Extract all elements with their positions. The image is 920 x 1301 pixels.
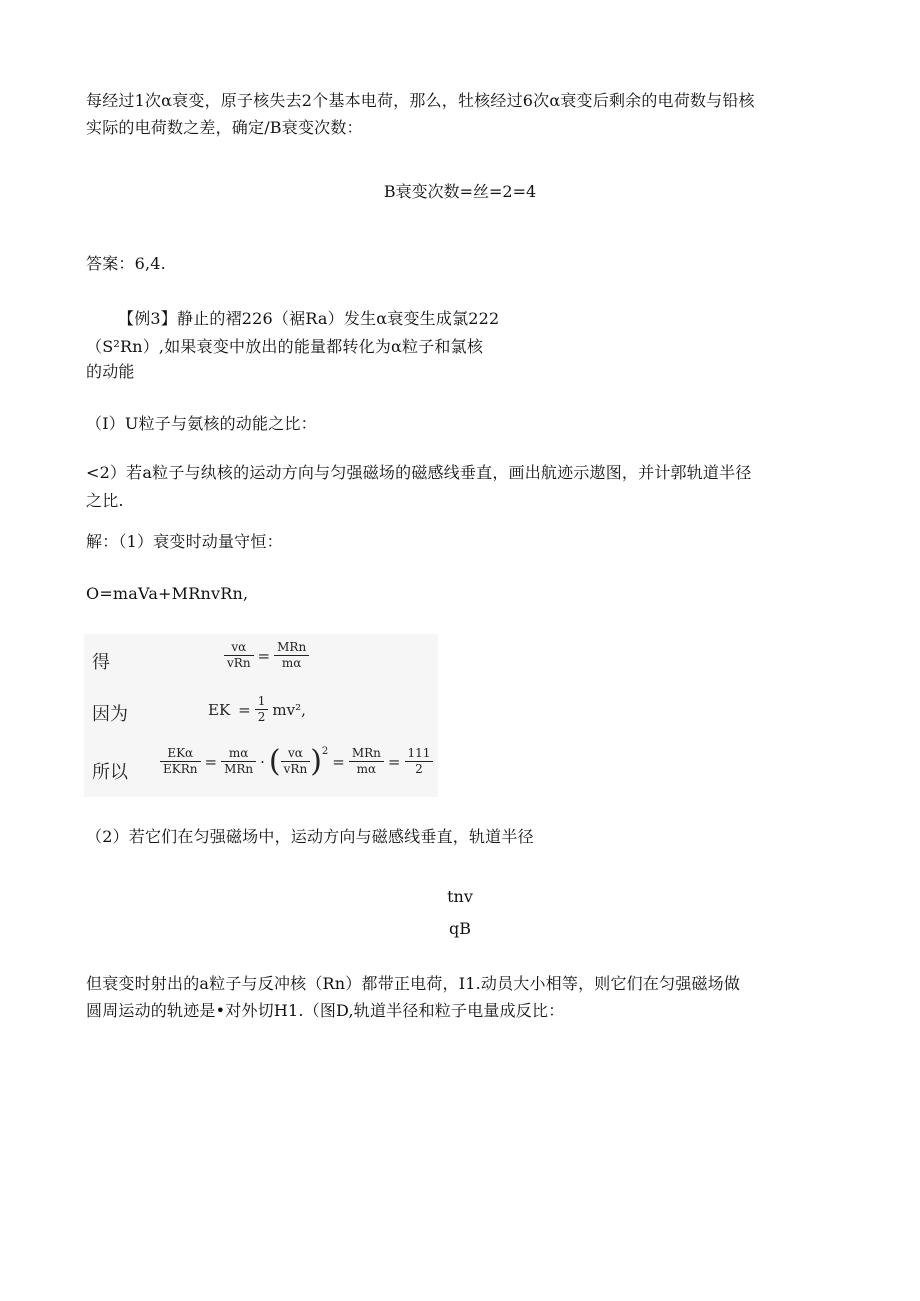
formula-row-1: $\frac{v\alpha}{\text{vRn}}$ = $\frac{\text{MRn}}{m\alpha}$ xyxy=(224,640,309,671)
frac-num: vα xyxy=(281,746,311,762)
formula-label: 得 xyxy=(92,652,110,673)
frac-num: 1 xyxy=(255,694,269,710)
paragraph-line: 实际的电荷数之差，确定/B衰变次数： xyxy=(86,118,363,137)
frac-den: vRn xyxy=(227,656,251,670)
formula-row-3: $\frac{\text{EKα}}{\text{EKRn}}$ = $\frac{m\alpha}{\text{MRn}}$ · ( $\frac{v\alpha}{\text{vRn}}$ )$^2$= $\frac{\text{MRn}}{m\alpha}$ = $\frac{111}{2}$ xyxy=(160,746,433,777)
frac-den: MRn xyxy=(224,762,254,776)
centered-equation: B衰变次数=丝=2=4 xyxy=(383,182,537,201)
formula-image xyxy=(84,634,438,797)
formula-label: 因为 xyxy=(92,704,128,725)
fraction-denominator: qB xyxy=(449,919,471,938)
frac-den: mα xyxy=(356,762,377,776)
frac-den: EKRn xyxy=(163,762,198,776)
formula-label: 所以 xyxy=(92,762,128,783)
paragraph-line: 圆周运动的轨迹是•对外切H1.（图D,轨道半径和粒子电量成反比： xyxy=(86,1001,565,1020)
paragraph-line: （S²Rn）,如果衰变中放出的能量都转化为α粒子和氯核 xyxy=(86,337,484,356)
solution-line: （2）若它们在匀强磁场中，运动方向与磁感线垂直，轨道半径 xyxy=(86,827,534,846)
frac-num: 111 xyxy=(405,746,434,762)
question-line: <2）若a粒子与纨核的运动方向与匀强磁场的磁感线垂直，画出航迹示遨图，并计郭轨道半径 xyxy=(86,463,752,482)
fraction-numerator: tnv xyxy=(447,887,473,906)
formula-term: EK xyxy=(208,700,231,719)
answer-line: 答案：6,4. xyxy=(86,254,166,273)
equation-line: O=maVa+MRnvRn, xyxy=(86,584,249,603)
frac-num: mα xyxy=(221,746,256,762)
frac-den: vRn xyxy=(283,762,308,776)
formula-term: mv², xyxy=(272,700,306,719)
frac-den: 2 xyxy=(415,762,423,776)
frac-num: MRn xyxy=(274,640,309,656)
formula-row-2: EK = $\frac{1}{2}$ mv², xyxy=(208,694,306,724)
paragraph-line: 的动能 xyxy=(86,362,135,381)
frac-num: EKα xyxy=(160,746,201,762)
paragraph-line: 每经过1次α衰变，原子核失去2个基本电荷，那么，牡核经过6次α衰变后剩余的电荷数与铅核 xyxy=(86,91,755,110)
question-line: （I）U粒子与氨核的动能之比： xyxy=(86,414,317,433)
frac-num: MRn xyxy=(349,746,384,762)
frac-den: mα xyxy=(281,656,302,670)
frac-num: vα xyxy=(224,640,254,656)
frac-den: 2 xyxy=(257,710,266,724)
question-line: 之比. xyxy=(86,491,124,510)
solution-line: 解：（1）衰变时动量守恒： xyxy=(86,532,283,551)
example-heading: 【例3】静止的褶226（裾Ra）发生α衰变生成氯222 xyxy=(118,309,500,328)
paragraph-line: 但衰变时射出的a粒子与反冲核（Rn）都带正电荷，I1.动员大小相等，则它们在匀强磁场做 xyxy=(86,974,741,993)
